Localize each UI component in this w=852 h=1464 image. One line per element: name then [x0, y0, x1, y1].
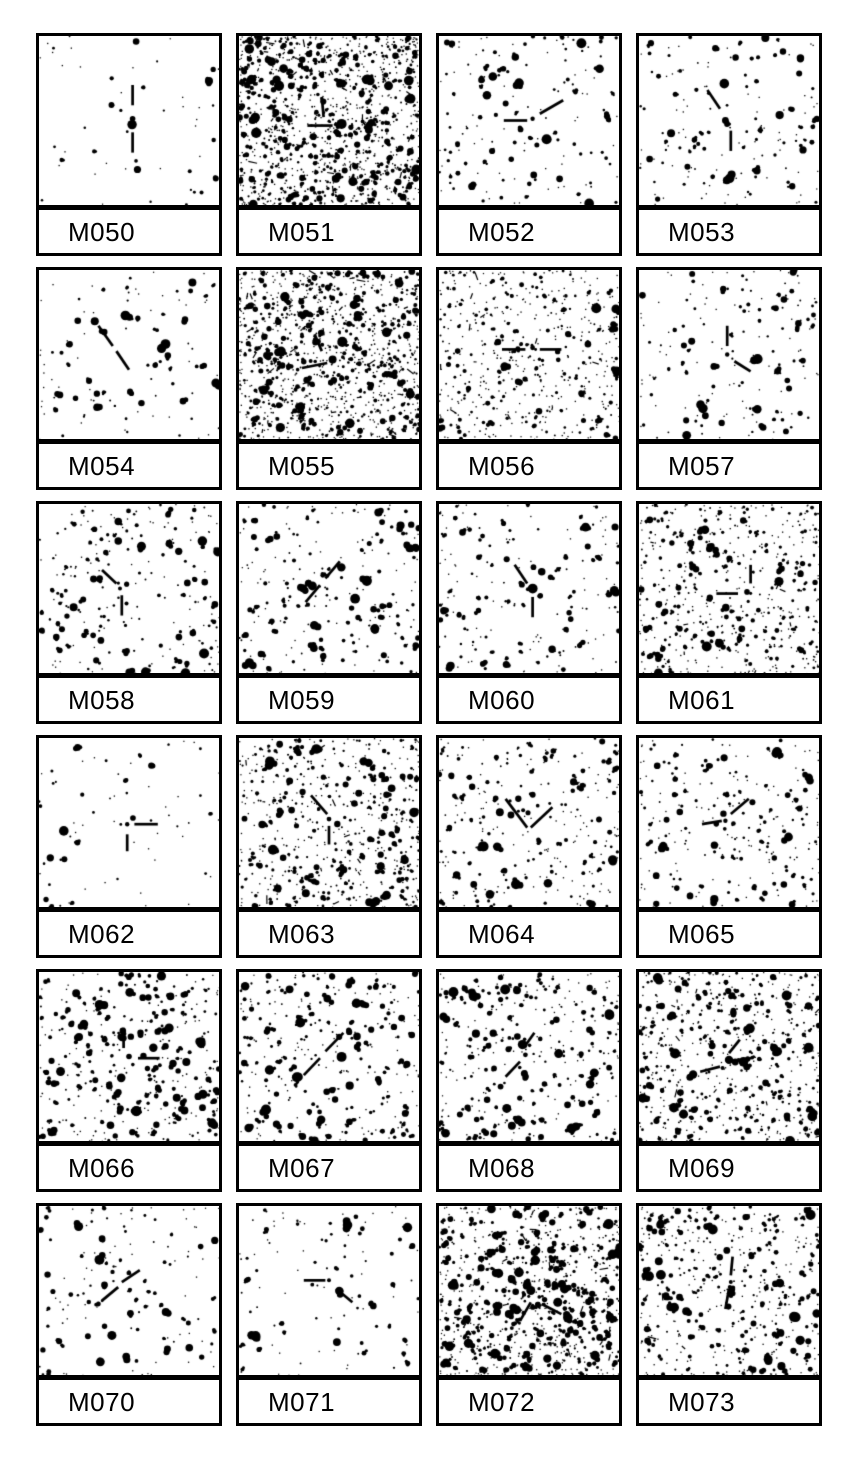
panel-label: M067	[268, 1152, 336, 1183]
finder-chart-panel-m067	[236, 969, 422, 1192]
panel-label: M059	[268, 684, 336, 715]
panel-label-box	[239, 1380, 419, 1423]
finder-chart-panel-m053	[636, 33, 822, 256]
finder-chart-panel-m052	[436, 33, 622, 256]
panel-label-box	[39, 678, 219, 721]
star-field-image	[439, 1206, 619, 1375]
panel-label: M053	[668, 216, 736, 247]
panel-label: M069	[668, 1152, 736, 1183]
star-field	[439, 1206, 619, 1380]
finder-chart-grid	[36, 33, 822, 1426]
panel-label-box	[239, 912, 419, 955]
star-field	[639, 270, 819, 444]
panel-label: M058	[68, 684, 136, 715]
star-field	[639, 972, 819, 1146]
star-field	[239, 972, 419, 1146]
star-field-image	[639, 504, 819, 673]
finder-chart-panel-m058	[36, 501, 222, 724]
panel-label-box	[439, 1380, 619, 1423]
star-field	[39, 504, 219, 678]
star-field	[439, 504, 619, 678]
finder-chart-panel-m062	[36, 735, 222, 958]
finder-chart-panel-m063	[236, 735, 422, 958]
finder-chart-panel-m070	[36, 1203, 222, 1426]
panel-label: M050	[68, 216, 136, 247]
panel-label: M057	[668, 450, 736, 481]
finder-chart-panel-m069	[636, 969, 822, 1192]
star-field-image	[39, 36, 219, 205]
panel-label-box	[639, 912, 819, 955]
star-field	[239, 1206, 419, 1380]
panel-label-box	[639, 1146, 819, 1189]
panel-label: M062	[68, 918, 136, 949]
panel-label-box	[639, 444, 819, 487]
panel-label-box	[39, 1146, 219, 1189]
star-field	[239, 504, 419, 678]
star-field	[39, 972, 219, 1146]
finder-chart-panel-m056	[436, 267, 622, 490]
star-field-image	[639, 36, 819, 205]
star-field	[39, 738, 219, 912]
panel-label: M051	[268, 216, 336, 247]
star-field	[639, 36, 819, 210]
star-field	[239, 270, 419, 444]
panel-label: M070	[68, 1386, 136, 1417]
star-field-image	[39, 504, 219, 673]
panel-label: M065	[668, 918, 736, 949]
star-field-image	[239, 738, 419, 907]
panel-label-box	[439, 444, 619, 487]
finder-chart-panel-m051	[236, 33, 422, 256]
star-field	[39, 36, 219, 210]
star-field-image	[39, 738, 219, 907]
panel-label: M056	[468, 450, 536, 481]
panel-label-box	[39, 912, 219, 955]
panel-label-box	[239, 1146, 419, 1189]
star-field-image	[439, 504, 619, 673]
finder-chart-panel-m060	[436, 501, 622, 724]
star-field-image	[39, 972, 219, 1141]
panel-label-box	[239, 210, 419, 253]
star-field-image	[39, 1206, 219, 1375]
star-field-image	[239, 36, 419, 205]
panel-label: M068	[468, 1152, 536, 1183]
finder-chart-panel-m066	[36, 969, 222, 1192]
star-field-image	[439, 972, 619, 1141]
finder-chart-panel-m073	[636, 1203, 822, 1426]
panel-label-box	[239, 444, 419, 487]
star-field-image	[639, 972, 819, 1141]
panel-label-box	[639, 210, 819, 253]
star-field-image	[39, 270, 219, 439]
panel-label-box	[439, 912, 619, 955]
star-field-image	[239, 504, 419, 673]
panel-label: M060	[468, 684, 536, 715]
panel-label-box	[639, 1380, 819, 1423]
finder-chart-panel-m061	[636, 501, 822, 724]
star-field-image	[639, 270, 819, 439]
finder-chart-panel-m072	[436, 1203, 622, 1426]
finder-chart-panel-m059	[236, 501, 422, 724]
star-field-image	[439, 738, 619, 907]
panel-label: M054	[68, 450, 136, 481]
star-field	[639, 738, 819, 912]
panel-label-box	[439, 1146, 619, 1189]
star-field	[439, 738, 619, 912]
panel-label-box	[239, 678, 419, 721]
finder-chart-panel-m065	[636, 735, 822, 958]
finder-chart-panel-m068	[436, 969, 622, 1192]
star-field-image	[639, 738, 819, 907]
star-field-image	[439, 36, 619, 205]
panel-label-box	[39, 210, 219, 253]
panel-label-box	[39, 1380, 219, 1423]
star-field-image	[239, 270, 419, 439]
panel-label: M071	[268, 1386, 336, 1417]
panel-label: M072	[468, 1386, 536, 1417]
panel-label: M073	[668, 1386, 736, 1417]
finder-chart-panel-m057	[636, 267, 822, 490]
panel-label: M063	[268, 918, 336, 949]
panel-label: M055	[268, 450, 336, 481]
finder-chart-panel-m054	[36, 267, 222, 490]
panel-label-box	[439, 210, 619, 253]
finder-chart-panel-m064	[436, 735, 622, 958]
star-field	[439, 972, 619, 1146]
panel-label-box	[39, 444, 219, 487]
star-field	[439, 270, 619, 444]
finder-chart-panel-m050	[36, 33, 222, 256]
panel-label-box	[439, 678, 619, 721]
panel-label: M066	[68, 1152, 136, 1183]
star-field-image	[239, 1206, 419, 1375]
panel-label: M064	[468, 918, 536, 949]
star-field-image	[439, 270, 619, 439]
star-field	[239, 36, 419, 210]
panel-label-box	[639, 678, 819, 721]
star-field	[39, 270, 219, 444]
panel-label: M052	[468, 216, 536, 247]
star-field	[639, 1206, 819, 1380]
star-field	[239, 738, 419, 912]
star-field-image	[639, 1206, 819, 1375]
star-field-image	[239, 972, 419, 1141]
finder-chart-panel-m055	[236, 267, 422, 490]
star-field	[39, 1206, 219, 1380]
star-field	[439, 36, 619, 210]
star-field	[639, 504, 819, 678]
panel-label: M061	[668, 684, 736, 715]
finder-chart-panel-m071	[236, 1203, 422, 1426]
